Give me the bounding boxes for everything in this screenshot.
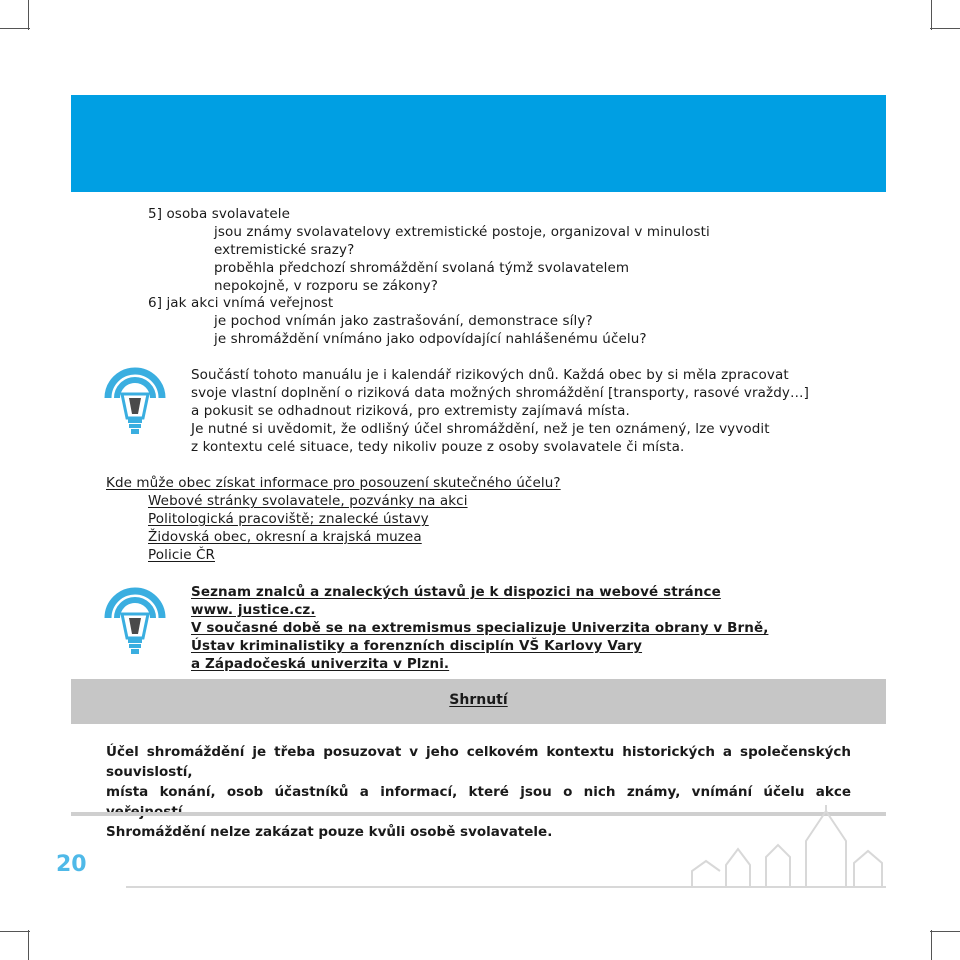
tip1-line: svoje vlastní doplnění o riziková data možných shromáždění [transporty, rasové vraždy…] [191,385,809,401]
item6-line: je shromáždění vnímáno jako odpovídající nahlášenému účelu? [214,331,647,347]
lightbulb-icon [98,578,172,660]
page-number: 20 [56,852,87,877]
sources-item: Politologická pracoviště; znalecké ústavy [148,511,429,527]
summary-title: Shrnutí [449,692,508,708]
tip2-line: Ústav kriminalistiky a forenzních disciplín VŠ Karlovy Vary [191,638,643,654]
crop-mark [931,930,932,960]
summary-line: Shromáždění nelze zakázat pouze kvůli osobě svolavatele. [106,824,553,840]
item5-line: extremistické srazy? [214,242,355,258]
crop-mark [0,28,30,29]
item5-line: nepokojně, v rozporu se zákony? [214,278,438,294]
summary-bar [71,679,886,724]
tip2-link[interactable]: www. justice.cz. [191,602,316,618]
tip1-line: a pokusit se odhadnout riziková, pro extremisty zajímavá místa. [191,403,630,419]
lightbulb-icon [98,358,172,440]
tip1-line: Součástí tohoto manuálu je i kalendář rizikových dnů. Každá obec by si měla zpracovat [191,367,789,383]
item5-line: jsou známy svolavatelovy extremistické postoje, organizoval v minulosti [214,224,710,240]
item5-line: proběhla předchozí shromáždění svolaná týmž svolavatelem [214,260,630,276]
sources-item: Webové stránky svolavatele, pozvánky na akci [148,493,468,509]
city-skyline-outline [126,805,886,895]
sources-item: Policie ČR [148,547,215,563]
crop-mark [28,0,29,30]
crop-mark [0,931,30,932]
item6-heading: 6] jak akci vnímá veřejnost [148,295,334,311]
crop-mark [930,28,960,29]
summary-line: místa konání, osob účastníků a informací, které jsou o nich známy, vnímání účelu akce [106,784,851,800]
sources-question: Kde může obec získat informace pro posouzení skutečného účelu? [106,475,561,491]
tip1-line: z kontextu celé situace, tedy nikoliv pouze z osoby svolavatele či místa. [191,439,685,455]
crop-mark [28,930,29,960]
crop-mark [931,0,932,30]
header-banner [71,95,886,192]
tip1-line: Je nutné si uvědomit, že odlišný účel shromáždění, než je ten oznámený, lze vyvodit [191,421,770,437]
sources-item: Židovská obec, okresní a krajská muzea [148,529,422,545]
item5-heading: 5] osoba svolavatele [148,206,291,222]
tip2-line: V současné době se na extremismus specializuje Univerzita obrany v Brně, [191,620,769,636]
summary-line: Účel shromáždění je třeba posuzovat v jeho celkovém kontextu historických a společenských souvislostí, [106,744,851,780]
tip2-line: Seznam znalců a znaleckých ústavů je k dispozici na webové stránce [191,584,721,600]
tip2-line: a Západočeská univerzita v Plzni. [191,656,450,672]
crop-mark [930,931,960,932]
item6-line: je pochod vnímán jako zastrašování, demonstrace síly? [214,313,593,329]
